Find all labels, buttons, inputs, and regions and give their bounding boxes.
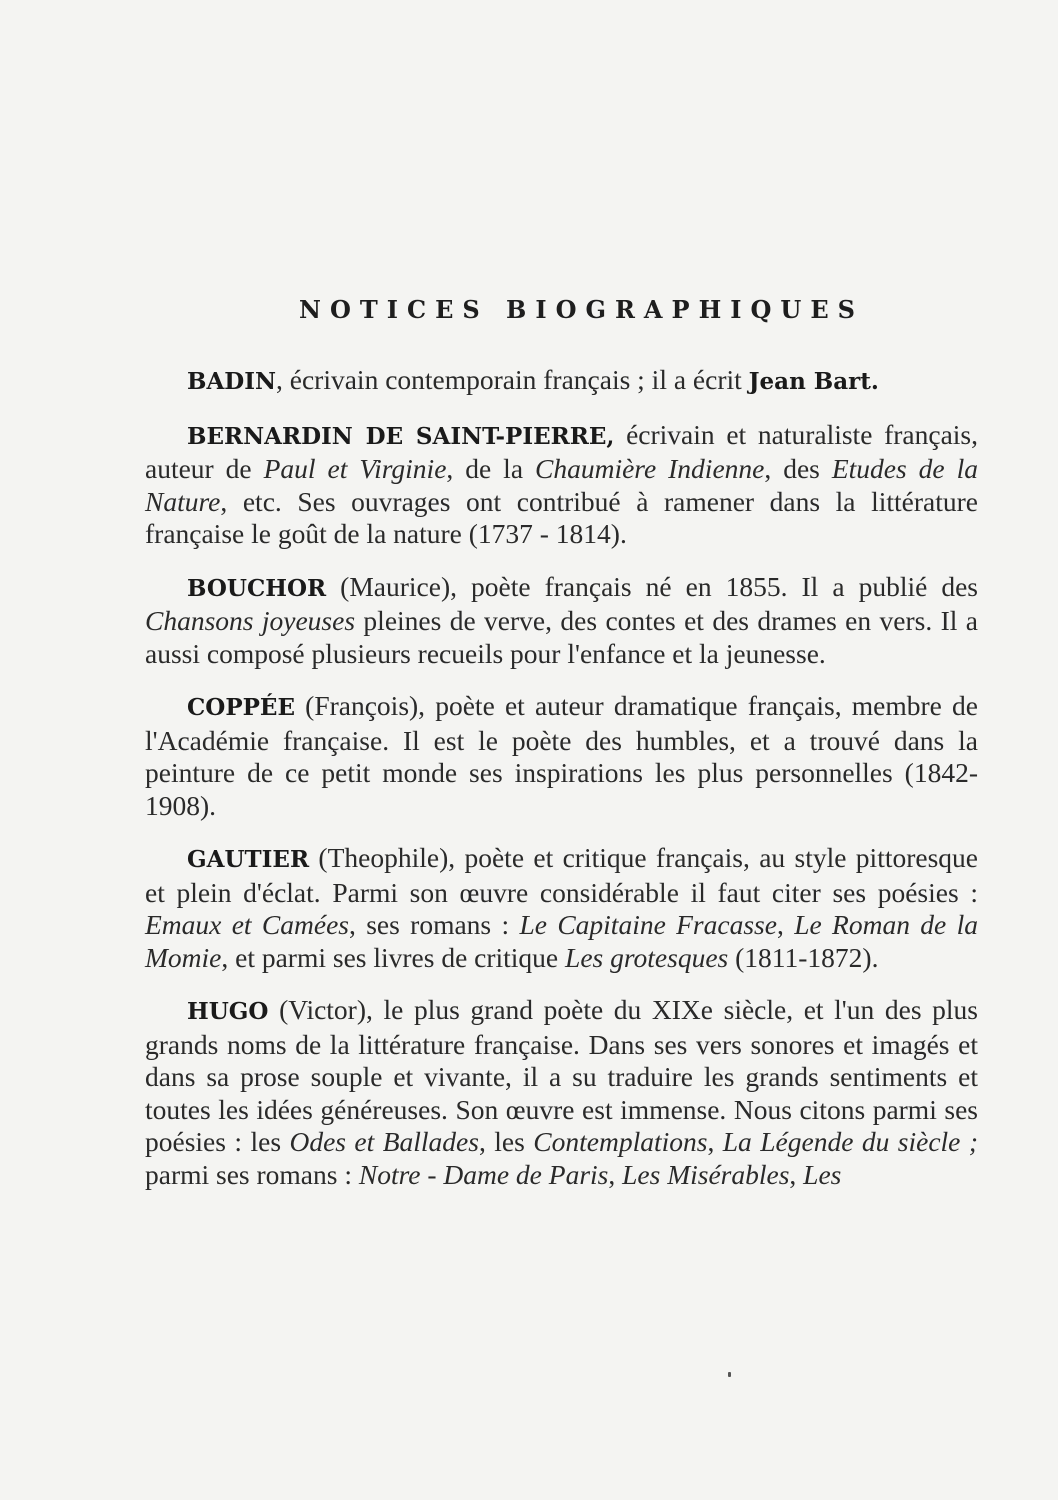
work-title: La Légende du siècle ; — [722, 1126, 978, 1157]
notice-text: , ses romans : — [348, 909, 520, 940]
work-title: Les Misérables — [622, 1158, 790, 1190]
notice-bernardin — [145, 419, 978, 551]
work-title: Le Roman de la Momie — [145, 909, 978, 973]
work-title: Les grotesques — [565, 941, 729, 973]
notice-badin — [145, 364, 978, 399]
author-name: COPPÉE — [187, 694, 295, 721]
notice-text: , — [707, 1126, 723, 1157]
notice-text: pleines de verve, des contes et des drames en vers. Il a aussi composé plusieurs recueils pour l'enfance et la jeunesse. — [145, 605, 978, 669]
print-speck — [728, 1372, 731, 1377]
work-title: Les — [803, 1158, 842, 1190]
notice-text: , etc. Ses ouvrages ont contribué à ramener dans la littérature française le goût de la nature (1737 - 1814). — [145, 485, 978, 549]
author-name: BOUCHOR — [187, 574, 327, 602]
notice-text: écrivain et naturaliste français, auteur de — [145, 418, 978, 484]
work-title: Etudes de la Nature — [145, 453, 978, 517]
work-title: Chaumière Indienne — [535, 453, 765, 484]
work-title: Notre - Dame de Paris — [358, 1158, 609, 1190]
notice-gautier — [145, 842, 978, 974]
author-name: BADIN — [187, 368, 277, 395]
notice-text: , — [608, 1158, 623, 1190]
notice-coppee — [145, 690, 978, 822]
work-title: Contemplations — [533, 1126, 708, 1157]
notice-text: , écrivain contemporain français ; il a écrit — [276, 364, 749, 395]
notice-text: (Theophile), poète et critique français, au style pittoresque et plein d'éclat. Parmi son œuvre considérable il faut citer ses poésies : — [145, 842, 978, 908]
author-name: BERNARDIN DE SAINT-PIERRE, — [187, 422, 615, 450]
author-name: GAUTIER — [187, 846, 310, 873]
notice-text: , et parmi ses livres de critique — [221, 941, 566, 973]
work-title: Jean Bart. — [748, 368, 879, 395]
notice-text: (Victor), le plus grand poète du XIXe siècle, et l'un des plus grands noms de la littérature française. Dans ses vers sonores et imagés et dans sa prose souple et vivante, il a su traduire les grands sentiments et toutes les idées généreuses. Son œuvre est immense. Nous citons parmi ses poésies : les — [145, 994, 978, 1157]
notice-text: parmi ses romans : — [145, 1158, 359, 1190]
work-title: Paul et Virginie — [263, 453, 447, 484]
work-title: Chansons joyeuses — [145, 605, 356, 636]
page-title: NOTICES BIOGRAPHIQUES — [299, 295, 864, 324]
notice-text: , de la — [446, 453, 535, 484]
notice-text: , des — [764, 453, 832, 484]
work-title: Le Capitaine Fracasse — [519, 909, 777, 940]
notice-text: , — [776, 909, 795, 940]
work-title: Odes et Ballades — [289, 1126, 479, 1157]
author-name: HUGO — [187, 998, 269, 1025]
notice-text: (1811-1872). — [728, 941, 879, 973]
notice-text: , les — [478, 1126, 534, 1157]
notice-text: (François), poète et auteur dramatique français, membre de l'Académie française. Il est le poète des humbles, et a trouvé dans la peinture de ce petit monde ses inspirations les plus personnelles (1842-1908). — [145, 690, 978, 821]
notice-bouchor — [145, 571, 978, 671]
notice-hugo — [145, 994, 978, 1191]
work-title: Emaux et Camées — [145, 909, 349, 940]
notice-text: , — [789, 1158, 804, 1190]
notice-text: (Maurice), poète français né en 1855. Il a publié des — [326, 570, 978, 602]
page-content — [145, 295, 978, 1211]
